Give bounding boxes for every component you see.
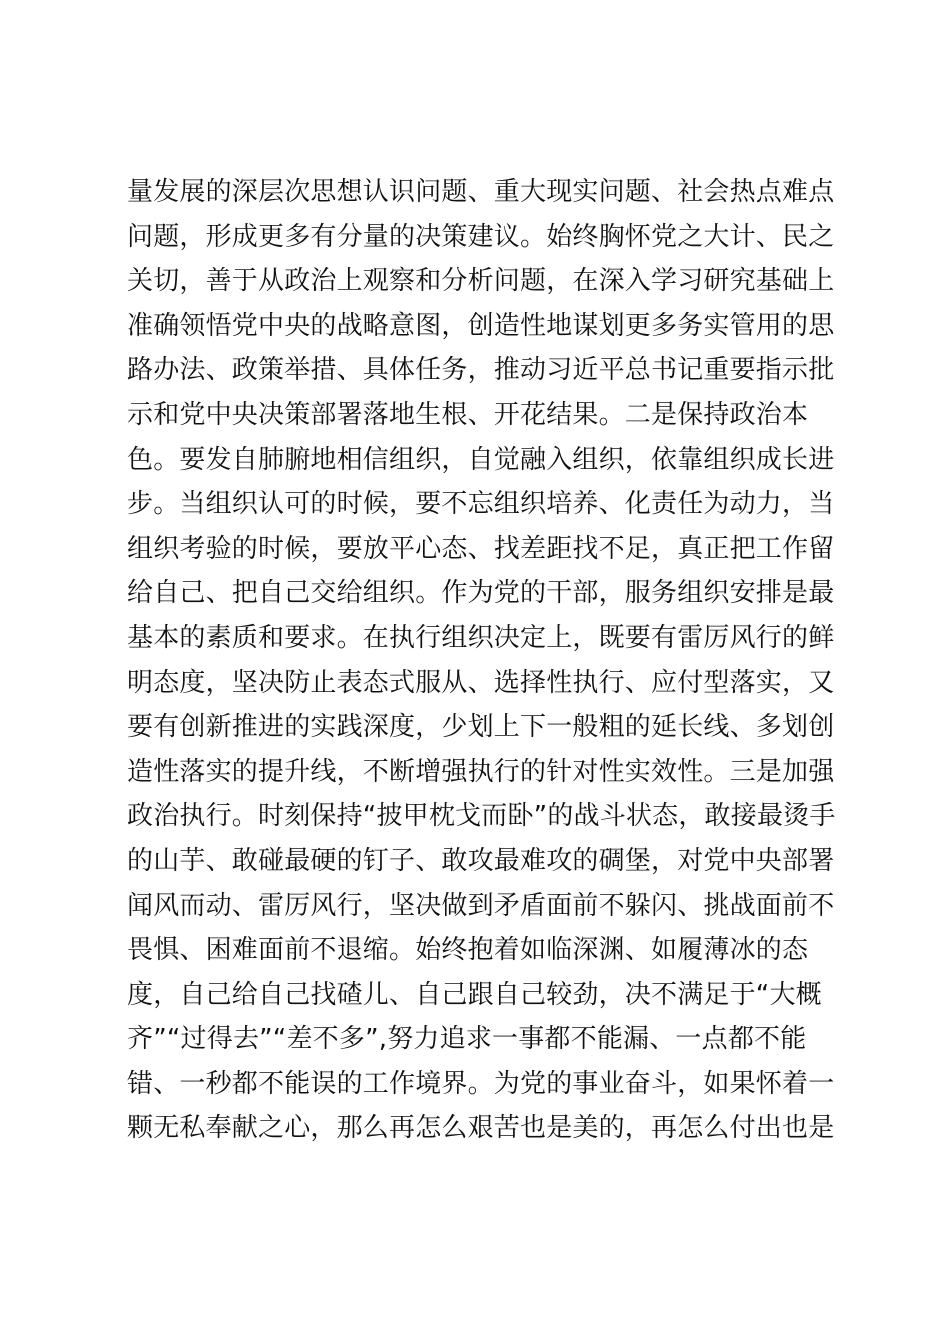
text-line: 示和党中央决策部署落地生根、开花结果。二是保持政治本 — [127, 399, 809, 430]
text-line: 度，自己给自己找碴儿、自己跟自己较劲，决不满足于“大概 — [127, 979, 822, 1010]
text-line: 造性落实的提升线，不断增强执行的针对性实效性。三是加强 — [127, 756, 835, 787]
text-line: 齐”“过得去”“差不多”,努力追求一事都不能漏、一点都不能 — [127, 1024, 807, 1055]
text-line: 的山芋、敢碰最硬的钉子、敢攻最难攻的碉堡，对党中央部署 — [127, 845, 835, 876]
text-line: 闻风而动、雷厉风行，坚决做到矛盾面前不躲闪、挑战面前不 — [127, 890, 835, 921]
text-line: 要有创新推进的实践深度，少划上下一般粗的延长线、多划创 — [127, 712, 835, 743]
text-line: 步。当组织认可的时候，要不忘组织培养、化责任为动力，当 — [127, 489, 835, 520]
body-text — [127, 170, 836, 1151]
text-line: 明态度，坚决防止表态式服从、选择性执行、应付型落实，又 — [127, 667, 835, 698]
text-line: 路办法、政策举措、具体任务，推动习近平总书记重要指示批 — [127, 355, 835, 386]
text-line: 色。要发自肺腑地相信组织，自觉融入组织，依靠组织成长进 — [127, 444, 835, 475]
text-line: 畏惧、困难面前不退缩。始终抱着如临深渊、如履薄冰的态 — [127, 935, 809, 966]
text-line: 关切，善于从政治上观察和分析问题，在深入学习研究基础上 — [127, 266, 835, 297]
text-line: 准确领悟党中央的战略意图，创造性地谋划更多务实管用的思 — [127, 310, 835, 341]
text-line: 问题，形成更多有分量的决策建议。始终胸怀党之大计、民之 — [127, 221, 835, 252]
text-line: 颗无私奉献之心，那么再怎么艰苦也是美的，再怎么付出也是 — [127, 1113, 835, 1144]
text-line: 给自己、把自己交给组织。作为党的干部，服务组织安排是最 — [127, 578, 835, 609]
text-line: 量发展的深层次思想认识问题、重大现实问题、社会热点难点 — [127, 177, 835, 207]
text-line: 基本的素质和要求。在执行组织决定上，既要有雷厉风行的鲜 — [127, 622, 835, 653]
text-line: 组织考验的时候，要放平心态、找差距找不足，真正把工作留 — [127, 533, 835, 564]
text-line: 错、一秒都不能误的工作境界。为党的事业奋斗，如果怀着一 — [127, 1068, 835, 1099]
text-line: 政治执行。时刻保持“披甲枕戈而卧”的战斗状态，敢接最烫手 — [127, 801, 836, 832]
